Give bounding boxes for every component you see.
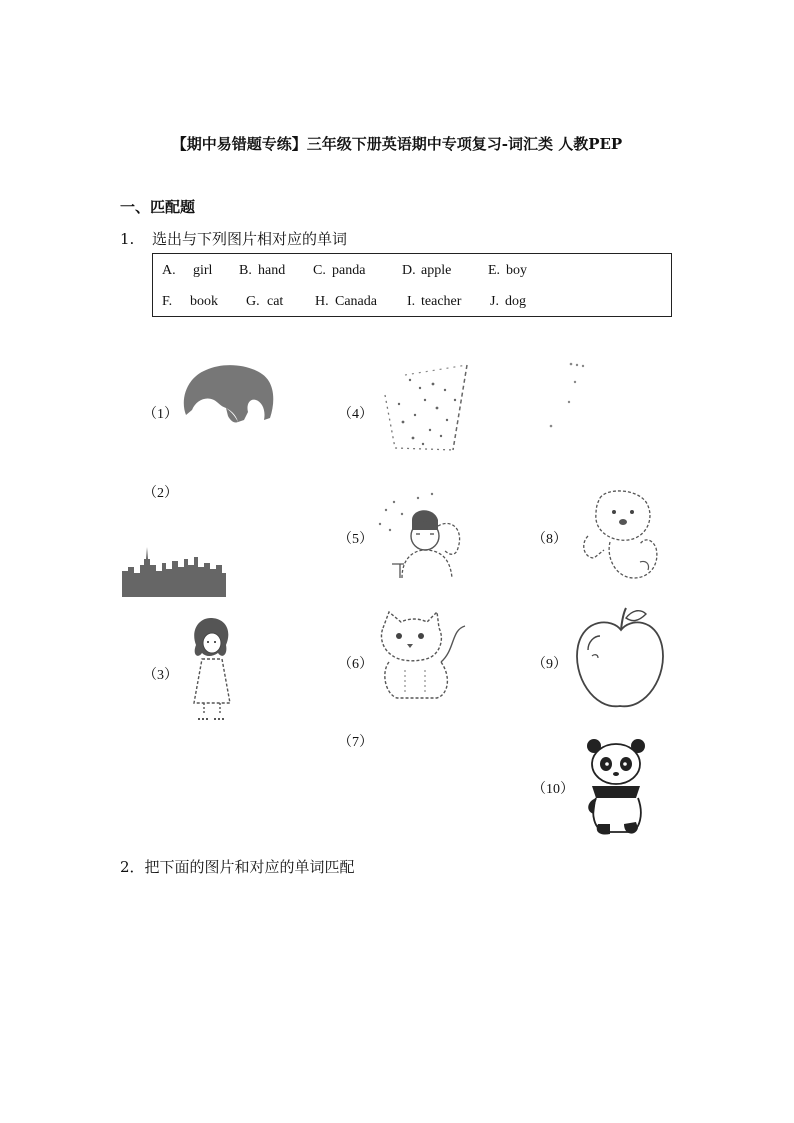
apple-picture: [574, 606, 669, 714]
picture-label-1: （1）: [143, 407, 178, 422]
option-g-letter: G.: [246, 294, 260, 309]
option-e-word: boy: [506, 263, 527, 278]
option-h-letter: H.: [315, 294, 329, 309]
picture-label-9: （9）: [532, 657, 567, 672]
boy-picture: [372, 490, 472, 580]
option-h-word: Canada: [335, 294, 377, 309]
option-g-word: cat: [267, 294, 284, 309]
option-j-letter: J.: [490, 294, 499, 309]
option-c-letter: C.: [313, 263, 326, 278]
section-heading: 一、匹配题: [120, 198, 196, 216]
picture-label-5: （5）: [338, 532, 373, 547]
panda-picture: [584, 736, 648, 838]
question-1: [120, 228, 347, 249]
option-j-word: dog: [505, 294, 526, 309]
picture-label-6: （6）: [338, 657, 373, 672]
girl-picture: [182, 615, 242, 725]
option-e-letter: E.: [488, 263, 501, 278]
picture-label-8: （8）: [532, 532, 567, 547]
hair-silhouette-picture: [178, 360, 278, 430]
cat-picture: [375, 610, 470, 705]
option-a-letter: A.: [162, 263, 176, 278]
picture-label-3: （3）: [143, 668, 178, 683]
option-i-letter: I.: [407, 294, 416, 309]
option-a-word: girl: [193, 263, 213, 278]
book-picture: [375, 360, 475, 455]
picture-label-4: （4）: [338, 407, 373, 422]
page-title: 【期中易错题专练】三年级下册英语期中专项复习-词汇类 人教PEP: [171, 135, 623, 153]
faint-marks-picture: [545, 360, 595, 435]
option-d-letter: D.: [402, 263, 416, 278]
question-1-text: 选出与下列图片相对应的单词: [152, 230, 348, 248]
picture-label-10: （10）: [532, 782, 574, 797]
question-2: 2．把下面的图片和对应的单词匹配: [120, 858, 355, 876]
hand-picture: [580, 488, 665, 583]
word-options-box: [152, 253, 672, 317]
option-f-letter: F.: [162, 294, 173, 309]
city-skyline-picture: [122, 545, 226, 597]
option-b-word: hand: [258, 263, 286, 278]
picture-label-7: （7）: [338, 735, 373, 750]
option-i-word: teacher: [421, 294, 462, 309]
option-d-word: apple: [421, 263, 452, 278]
option-c-word: panda: [332, 263, 366, 278]
picture-label-2: （2）: [143, 486, 178, 501]
option-b-letter: B.: [239, 263, 252, 278]
question-1-number: 1.: [120, 230, 135, 248]
option-f-word: book: [190, 294, 218, 309]
